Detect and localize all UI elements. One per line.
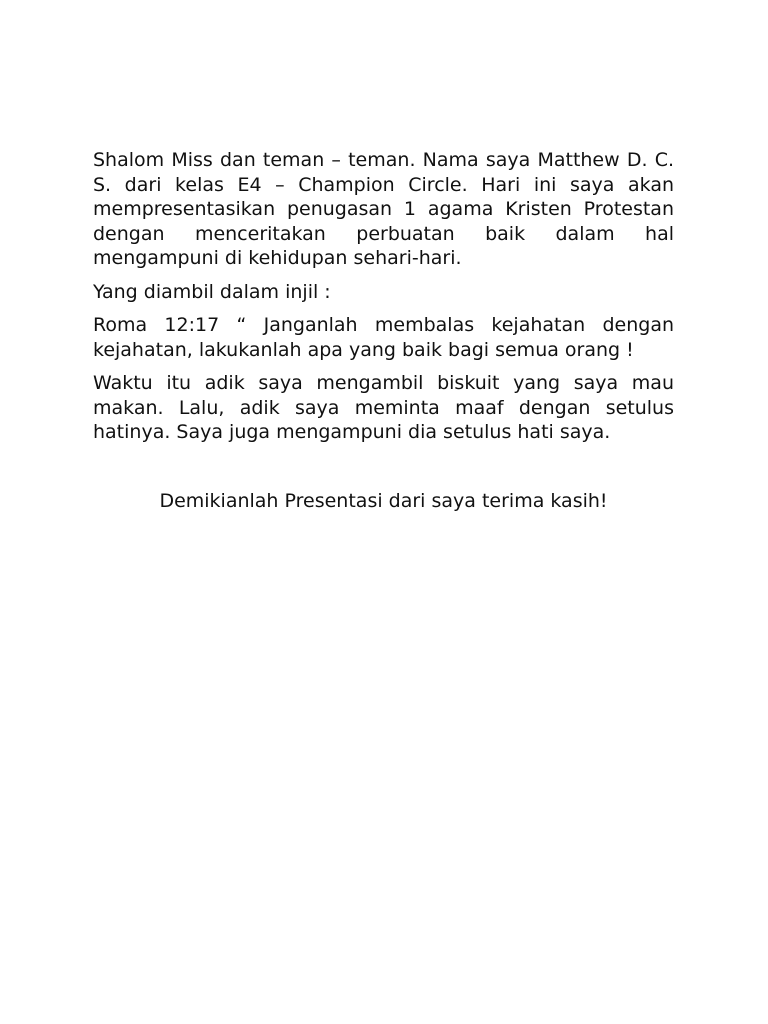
scripture-quote: Roma 12:17 “ Janganlah membalas kejahatan dengan kejahatan, lakukanlah apa yang baik bagi semua orang ! (93, 314, 674, 361)
story-paragraph: Waktu itu adik saya mengambil biskuit yang saya mau makan. Lalu, adik saya meminta maaf dengan setulus hatinya. Saya juga mengampuni dia setulus hati saya. (93, 372, 674, 443)
intro-paragraph: Shalom Miss dan teman – teman. Nama saya Matthew D. C. S. dari kelas E4 – Champion Circle. Hari ini saya akan mempresentasikan penugasan 1 agama Kristen Protestan dengan menceritakan perbuatan baik dalam hal mengampuni di kehidupan sehari-hari. (93, 149, 674, 269)
scripture-heading: Yang diambil dalam injil : (93, 280, 331, 303)
closing-line: Demikianlah Presentasi dari saya terima kasih! (159, 489, 608, 512)
document-body (93, 148, 674, 513)
